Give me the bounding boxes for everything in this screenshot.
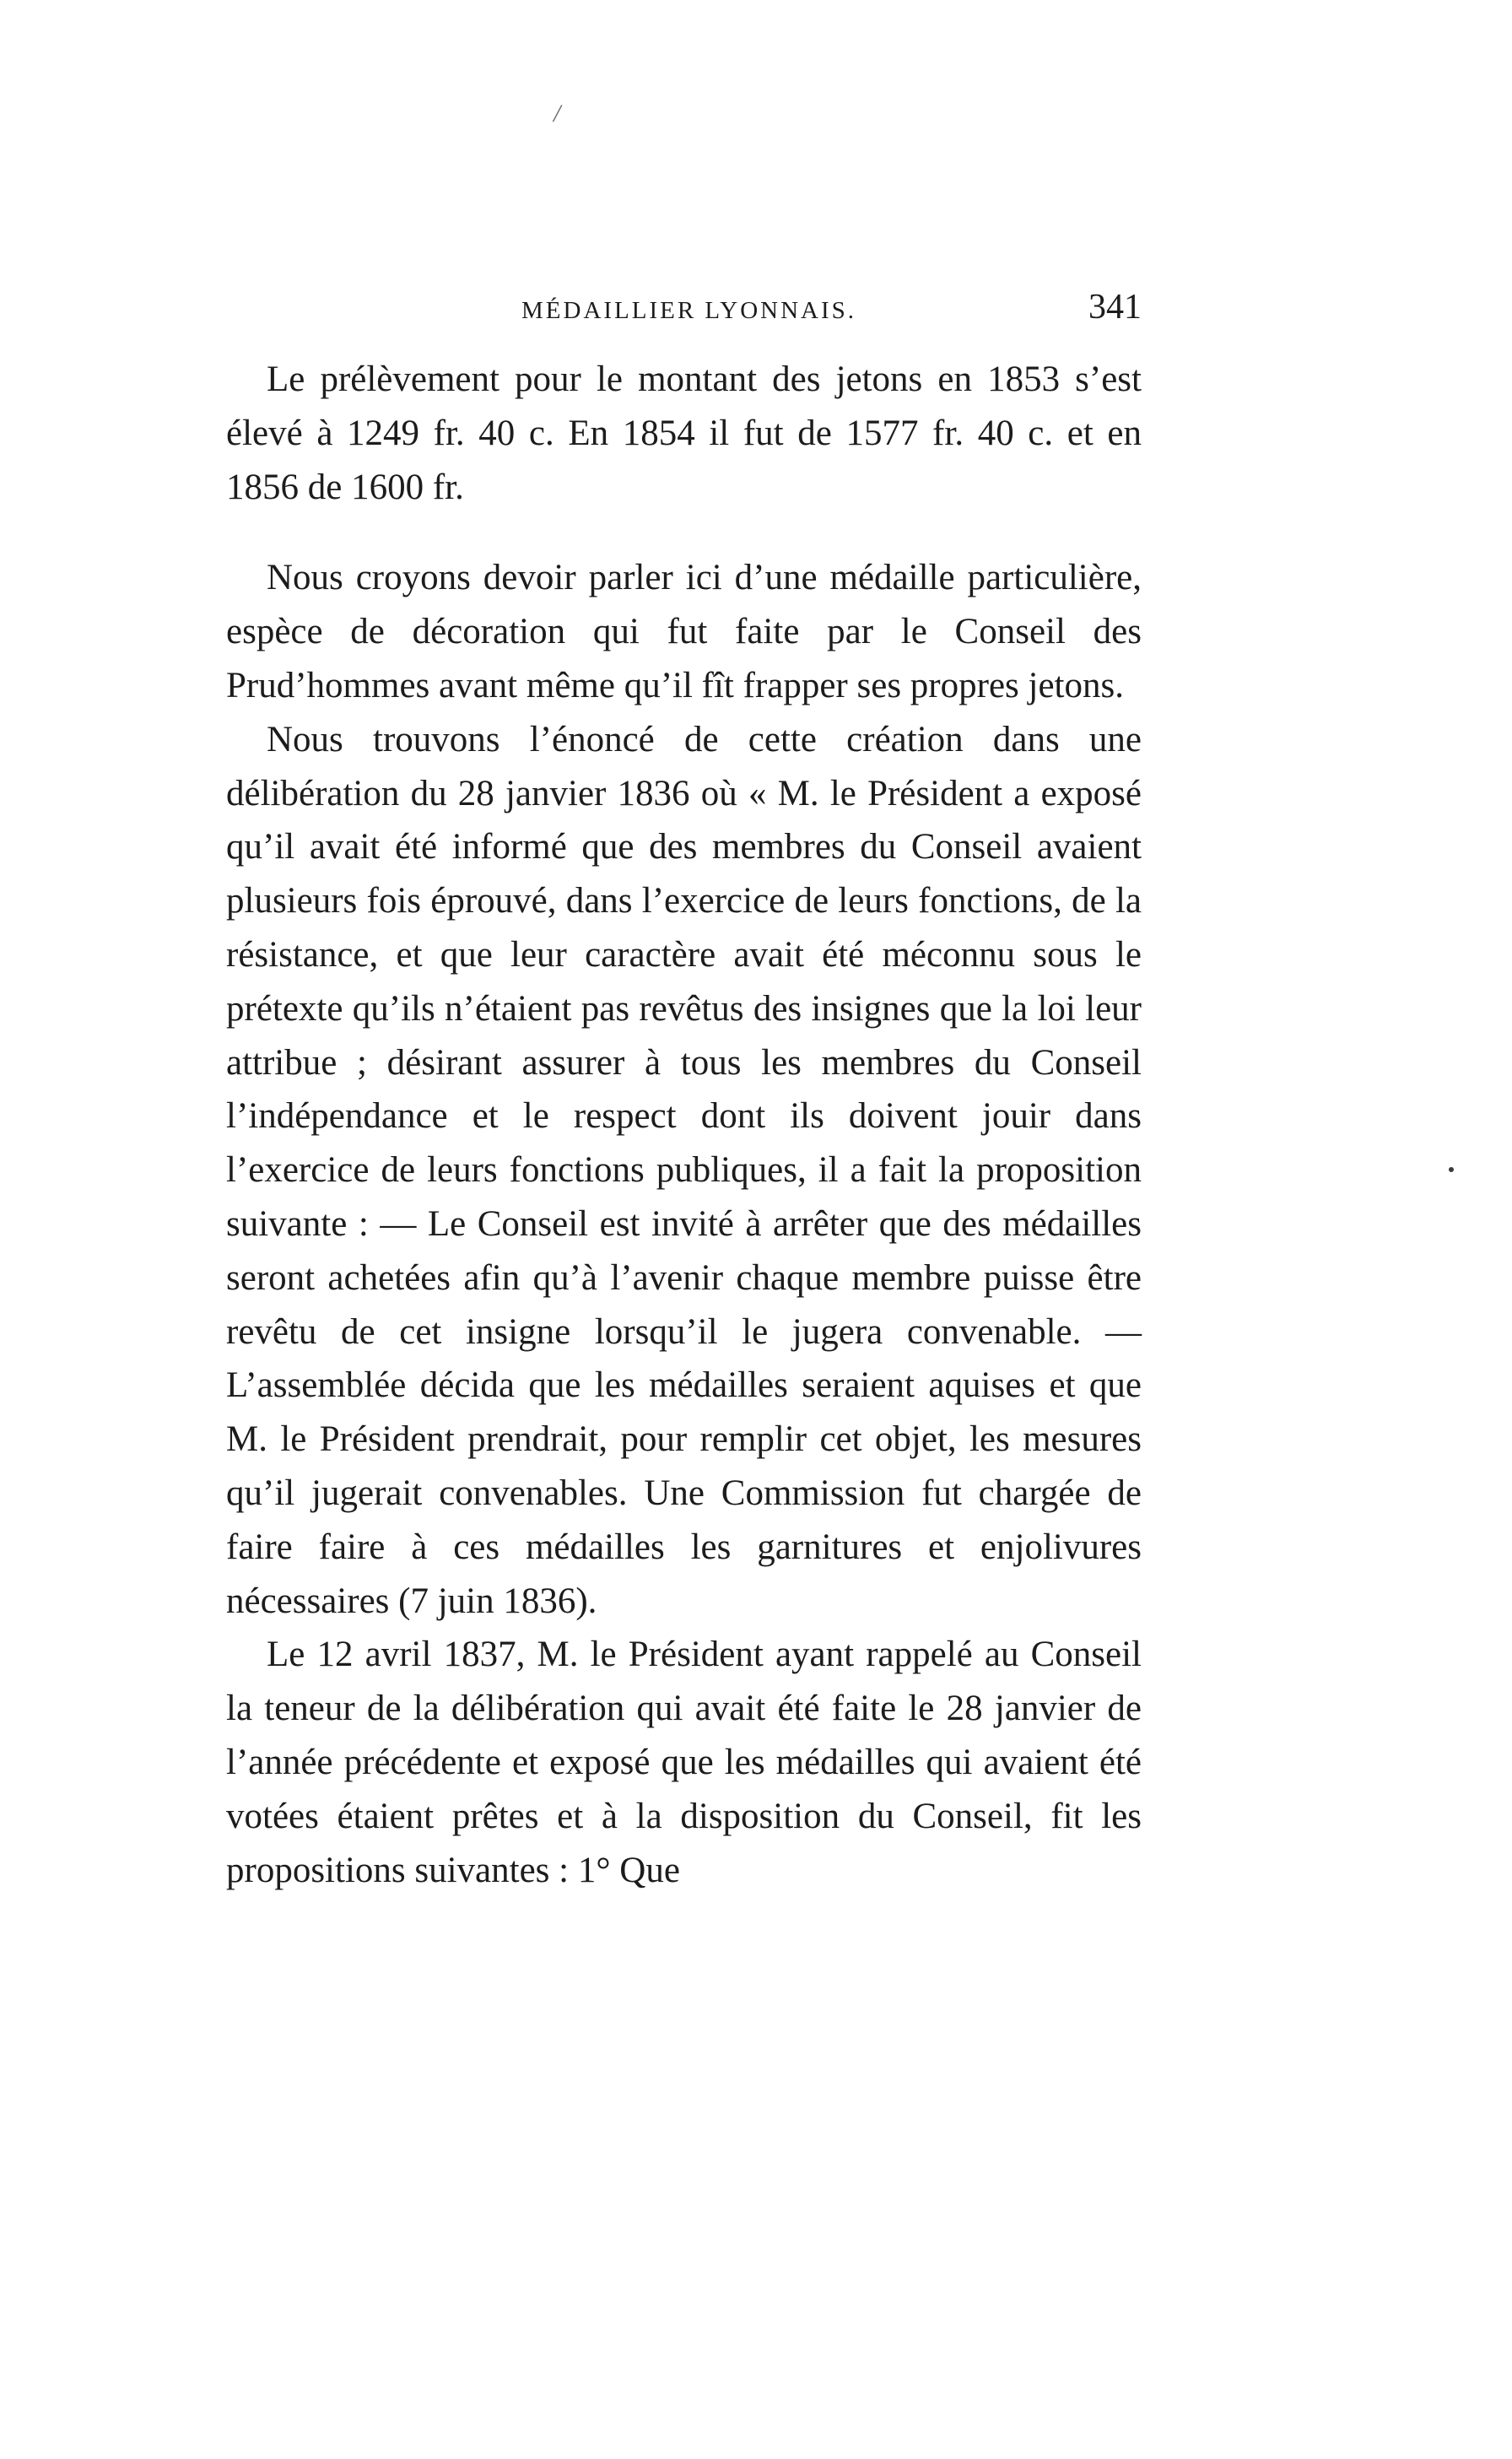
running-title: MÉDAILLIER LYONNAIS. [521,297,856,324]
paragraph-avril-1837: Le 12 avril 1837, M. le Président ayant rappelé au Conseil la teneur de la délibération qui avait été faite le 28 janvier de l’année précédente et exposé que les médailles qui avaient été votées étaient prêtes et à la disposition du Conseil, fit les propositions suivantes : 1° Que [226,1635,1142,1890]
book-page [226,287,1142,1897]
ink-speck [1449,1167,1454,1172]
page-number: 341 [1088,288,1142,327]
paragraph-medaille-intro: Nous croyons devoir parler ici d’une médaille particulière, espèce de décoration qui fut faite par le Conseil des Prud’hommes avant même qu’il fît frapper ses propres jetons. [226,558,1142,705]
section-gap [226,514,1142,551]
stray-pen-mark: / [554,100,561,127]
paragraph-deliberation-1836: Nous trouvons l’énoncé de cette création dans une délibération du 28 janvier 1836 où « M. le Président a exposé qu’il avait été informé que des membres du Conseil avaient plusieurs fois éprouvé, dans l’exercice de leurs fonctions, de la résistance, et que leur caractère avait été méconnu sous le prétexte qu’ils n’étaient pas revêtus des insignes que la loi leur attribue ; désirant assurer à tous les membres du Conseil l’indépendance et le respect dont ils doivent jouir dans l’exercice de leurs fonctions publiques, il a fait la proposition suivante : — Le Conseil est invité à arrêter que des médailles seront achetées afin qu’à l’avenir chaque membre puisse être revêtu de cet insigne lorsqu’il le jugera convenable. — L’assemblée décida que les médailles seraient aquises et que M. le Président prendrait, pour remplir cet objet, les mesures qu’il jugerait convenables. Une Commission fut chargée de faire faire à ces médailles les garnitures et enjolivures nécessaires (7 juin 1836). [226,719,1142,1621]
running-head [226,287,1142,331]
paragraph-jetons-amount: Le prélèvement pour le montant des jetons en 1853 s’est élevé à 1249 fr. 40 c. En 1854 il fut de 1577 fr. 40 c. et en 1856 de 1600 fr. [226,359,1142,507]
